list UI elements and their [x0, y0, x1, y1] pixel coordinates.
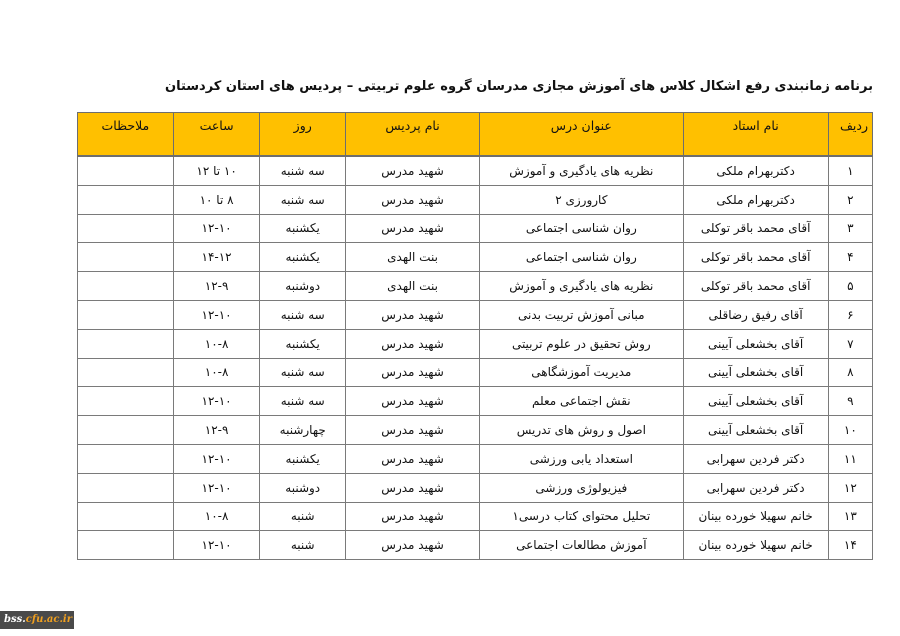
header-time: ساعت [173, 113, 260, 157]
cell-campus: شهید مدرس [346, 185, 480, 214]
cell-campus: شهید مدرس [346, 214, 480, 243]
cell-instructor: خانم سهیلا خورده بینان [683, 531, 828, 560]
cell-campus: شهید مدرس [346, 156, 480, 185]
cell-row-number: ۵ [828, 272, 872, 301]
cell-instructor: آقای محمد باقر توکلی [683, 272, 828, 301]
table-row [78, 387, 873, 416]
cell-campus: شهید مدرس [346, 329, 480, 358]
cell-day: سه شنبه [260, 185, 346, 214]
cell-course: روش تحقیق در علوم تربیتی [480, 329, 684, 358]
cell-notes [78, 444, 174, 473]
cell-row-number: ۸ [828, 358, 872, 387]
cell-day: سه شنبه [260, 156, 346, 185]
document-title: برنامه زمانبندی رفع اشکال کلاس های آموزش مجازی مدرسان گروه علوم تربیتی – پردیس های استان کردستان [164, 79, 873, 94]
site-watermark-badge [0, 611, 74, 629]
cell-notes [78, 300, 174, 329]
table-row [78, 272, 873, 301]
table-row [78, 214, 873, 243]
cell-course: تحلیل محتوای کتاب درسی۱ [480, 502, 684, 531]
cell-campus: شهید مدرس [346, 531, 480, 560]
cell-time: ۱۰-۸ [173, 329, 260, 358]
cell-campus: شهید مدرس [346, 416, 480, 445]
table-header-row [78, 113, 873, 157]
cell-notes [78, 531, 174, 560]
cell-row-number: ۱۱ [828, 444, 872, 473]
cell-instructor: آقای محمد باقر توکلی [683, 214, 828, 243]
cell-course: نظریه های یادگیری و آموزش [480, 272, 684, 301]
table-row [78, 156, 873, 185]
header-campus: نام پردیس [346, 113, 480, 157]
watermark-part2: cfu.ac.ir [25, 614, 72, 625]
cell-course: کارورزی ۲ [480, 185, 684, 214]
header-instructor: نام استاد [683, 113, 828, 157]
cell-day: یکشنبه [260, 329, 346, 358]
header-row-number: ردیف [828, 113, 872, 157]
cell-row-number: ۹ [828, 387, 872, 416]
cell-day: چهارشنبه [260, 416, 346, 445]
cell-time: ۱۲-۱۰ [173, 300, 260, 329]
cell-day: دوشنبه [260, 272, 346, 301]
cell-course: فیزیولوژی ورزشی [480, 473, 684, 502]
cell-instructor: آقای بخشعلی آیینی [683, 416, 828, 445]
cell-time: ۱۲-۹ [173, 416, 260, 445]
cell-course: روان شناسی اجتماعی [480, 214, 684, 243]
cell-campus: شهید مدرس [346, 358, 480, 387]
cell-time: ۱۲-۱۰ [173, 387, 260, 416]
table-row [78, 358, 873, 387]
cell-time: ۱۲-۱۰ [173, 473, 260, 502]
cell-day: سه شنبه [260, 300, 346, 329]
cell-notes [78, 473, 174, 502]
cell-notes [78, 416, 174, 445]
cell-notes [78, 387, 174, 416]
cell-campus: بنت الهدی [346, 243, 480, 272]
cell-course: استعداد یابی ورزشی [480, 444, 684, 473]
cell-course: نظریه های یادگیری و آموزش [480, 156, 684, 185]
table-row [78, 243, 873, 272]
cell-time: ۱۲-۱۰ [173, 531, 260, 560]
cell-row-number: ۲ [828, 185, 872, 214]
cell-instructor: دکتر فردین سهرابی [683, 444, 828, 473]
cell-course: نقش اجتماعی معلم [480, 387, 684, 416]
schedule-table [77, 112, 873, 560]
cell-time: ۱۲-۱۰ [173, 214, 260, 243]
table-row [78, 473, 873, 502]
cell-row-number: ۱۳ [828, 502, 872, 531]
table-row [78, 502, 873, 531]
table-row [78, 444, 873, 473]
table-row [78, 416, 873, 445]
cell-notes [78, 358, 174, 387]
cell-row-number: ۱۲ [828, 473, 872, 502]
header-day: روز [260, 113, 346, 157]
cell-day: سه شنبه [260, 358, 346, 387]
cell-course: آموزش مطالعات اجتماعی [480, 531, 684, 560]
cell-instructor: آقای بخشعلی آیینی [683, 358, 828, 387]
cell-course: روان شناسی اجتماعی [480, 243, 684, 272]
cell-notes [78, 243, 174, 272]
cell-row-number: ۳ [828, 214, 872, 243]
cell-row-number: ۱ [828, 156, 872, 185]
cell-campus: شهید مدرس [346, 473, 480, 502]
cell-campus: شهید مدرس [346, 387, 480, 416]
cell-course: اصول و روش های تدریس [480, 416, 684, 445]
cell-instructor: دکتر فردین سهرابی [683, 473, 828, 502]
cell-row-number: ۶ [828, 300, 872, 329]
cell-time: ۱۰ تا ۱۲ [173, 156, 260, 185]
cell-notes [78, 502, 174, 531]
cell-day: یکشنبه [260, 214, 346, 243]
cell-campus: شهید مدرس [346, 502, 480, 531]
cell-day: شنبه [260, 502, 346, 531]
cell-time: ۱۲-۹ [173, 272, 260, 301]
cell-notes [78, 272, 174, 301]
header-course: عنوان درس [480, 113, 684, 157]
cell-course: مبانی آموزش تربیت بدنی [480, 300, 684, 329]
cell-instructor: آقای رفیق رضاقلی [683, 300, 828, 329]
cell-time: ۱۲-۱۰ [173, 444, 260, 473]
cell-notes [78, 329, 174, 358]
watermark-part1: bss. [4, 614, 26, 625]
cell-instructor: آقای بخشعلی آیینی [683, 329, 828, 358]
table-row [78, 185, 873, 214]
cell-instructor: دکتربهرام ملکی [683, 185, 828, 214]
cell-instructor: آقای بخشعلی آیینی [683, 387, 828, 416]
header-notes: ملاحظات [78, 113, 174, 157]
cell-instructor: آقای محمد باقر توکلی [683, 243, 828, 272]
cell-time: ۱۰-۸ [173, 358, 260, 387]
cell-time: ۱۴-۱۲ [173, 243, 260, 272]
cell-day: سه شنبه [260, 387, 346, 416]
cell-time: ۸ تا ۱۰ [173, 185, 260, 214]
cell-day: شنبه [260, 531, 346, 560]
cell-time: ۱۰-۸ [173, 502, 260, 531]
cell-row-number: ۱۴ [828, 531, 872, 560]
table-row [78, 531, 873, 560]
cell-day: دوشنبه [260, 473, 346, 502]
table-row [78, 329, 873, 358]
cell-instructor: خانم سهیلا خورده بینان [683, 502, 828, 531]
cell-campus: شهید مدرس [346, 300, 480, 329]
table-row [78, 300, 873, 329]
cell-day: یکشنبه [260, 243, 346, 272]
cell-row-number: ۱۰ [828, 416, 872, 445]
cell-row-number: ۴ [828, 243, 872, 272]
cell-row-number: ۷ [828, 329, 872, 358]
cell-notes [78, 156, 174, 185]
cell-campus: بنت الهدی [346, 272, 480, 301]
cell-day: یکشنبه [260, 444, 346, 473]
cell-notes [78, 214, 174, 243]
cell-notes [78, 185, 174, 214]
cell-course: مدیریت آموزشگاهی [480, 358, 684, 387]
cell-instructor: دکتربهرام ملکی [683, 156, 828, 185]
cell-campus: شهید مدرس [346, 444, 480, 473]
